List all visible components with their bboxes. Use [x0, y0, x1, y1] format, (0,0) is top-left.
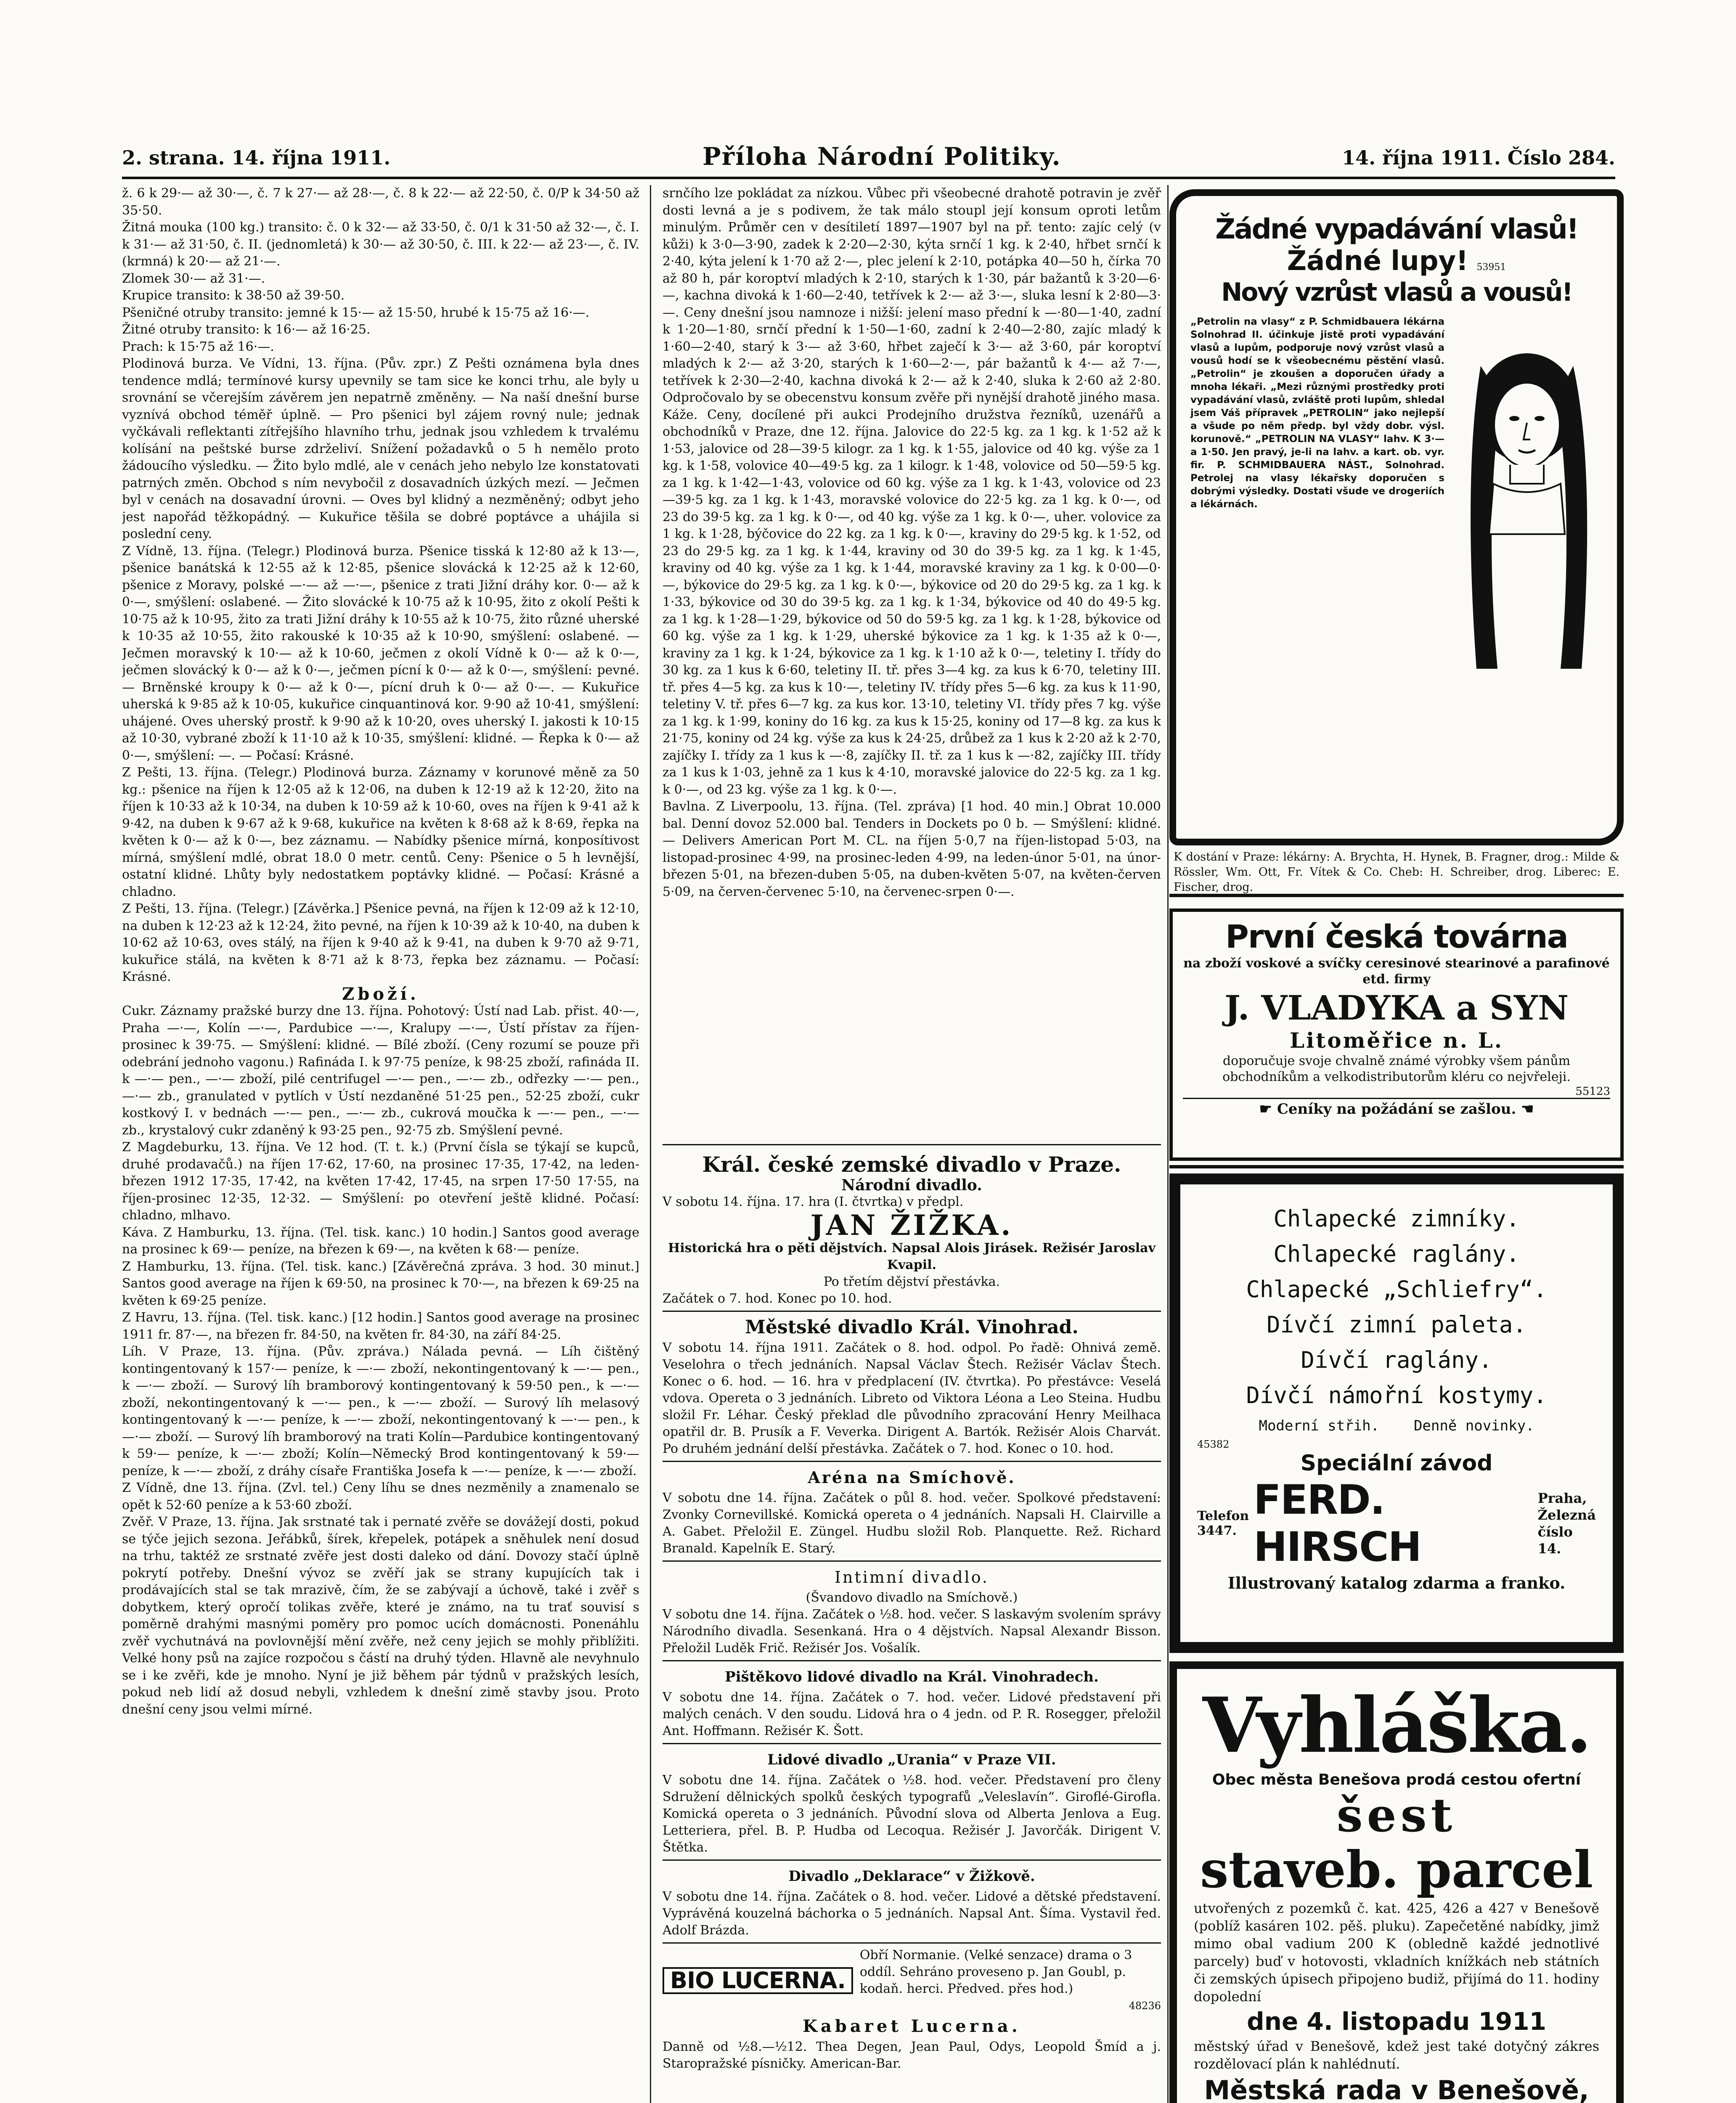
pointing-hand-icon: ☛: [1259, 1101, 1277, 1118]
hirsch-address: Praha, Železná číslo 14.: [1537, 1490, 1596, 1557]
petrolin-headline-3: Nový vzrůst vlasů a vousů!: [1221, 278, 1572, 307]
hirsch-catalog: Illustrovaný katalog zdarma a franko.: [1227, 1573, 1566, 1592]
hirsch-product-line: Dívčí námořní kostymy.: [1246, 1382, 1547, 1409]
woman-portrait-illustration: [1451, 315, 1603, 679]
market-paragraph: Líh. V Praze, 13. října. (Pův. zpráva.) Nálada pevná. — Líh čištěný kontingentovaný k 157·— peníze, k —·— zboží, nekontingentovaný k —·— pen., k —·— zboží. — Surový líh bramborový kontingentovaný k 59·50 pen., k —·— zboží, nekontingentovaný k —·— pen., k —·— zboží. — Surový líh melasový kontingentovaný k —·— peníze, k —·— zboží, nekontingentovaný k —·— pen., k —·— zboží. — Surový líh bramborový na trati Kolín—Pardubice kontingentovaný k 59·— peníze, k —·— zboží; Kolín—Německý Brod kontingentovaný k 59·— peníze, k —·— zboží, z dráhy císaře Františka Josefa k —·— peníze, k —·— zboží.: [122, 1344, 639, 1478]
hirsch-special: Speciální závod: [1300, 1451, 1493, 1476]
ad-separator: [1169, 894, 1624, 897]
theatre-title: Aréna na Smíchově.: [808, 1468, 1016, 1487]
ad-reference-number: 48236: [1129, 2000, 1161, 2012]
market-paragraph: Bavlna. Z Liverpoolu, 13. října. (Tel. zpráva) [1 hod. 40 min.] Obrat 10.000 bal. Denní dovoz 52.000 bal. Tenders in Dockets po 0 b. — Smýšlení: klidné. — Delivers American Port M. CL. na říjen 5·0,7 na říjen-listopad 5·03, na listopad-prosinec 4·99, na prosinec-leden 4·99, na leden-únor 5·01, na únor-březen 5·01, na březen-duben 5·05, na duben-květen 5·07, na květen-červen 5·09, na červen-červenec 5·10, na červenec-srpen 0·—.: [663, 799, 1161, 899]
hirsch-telefon: Telefon 3447.: [1197, 1509, 1249, 1538]
theatre-line: Historická hra o pěti dějstvích. Napsal Alois Jirásek. Režisér Jaroslav Kvapil.: [668, 1241, 1156, 1272]
ad-reference-number: 53951: [1476, 262, 1506, 273]
market-paragraph: Z Pešti, 13. října. (Telegr.) Plodinová burza. Záznamy v korunové měně za 50 kg.: pšenice na říjen k 12·05 až k 12·06, na duben k 12·19 až k 12·20, žito na říjen k 10·33 až k 10·34, na duben k 10·59 až k 10·60, oves na říjen k 9·41 až k 9·42, na duben k 9·67 až k 9·68, kukuřice na květen k 8·68 až k 8·69, řepka na květen k 0·— až k 0·—, bez záznamu. — Nabídky pšenice mírná, konposítivost mírná, smýšlení mdlé, obrat 18.0 0 metr. centů. Ceny: Pšenice o 5 h levnější, ostatní klidné. Lhůty byly nedostatkem poptávky klidné. — Počasí: Krásné a chladno.: [122, 765, 639, 899]
theatre-title: Intimní divadlo.: [834, 1568, 989, 1587]
notice-body: utvořených z pozemků č. kat. 425, 426 a 427 v Benešově (poblíž kasáren 102. pěš. pluku). Zapečetěné nabídky, jimž mimo obal vadium 200 K (obledně každé jednotlivé parcely) buď v hotovosti, vkladních knížkách neb státních či zemských úpisech připojeno budiž, přijímá do 11. hodiny dopolední: [1194, 1900, 1599, 2005]
theatre-title: Divadlo „Deklarace“ v Žižkově.: [788, 1868, 1035, 1885]
bio-lucerna-block: [663, 1947, 1161, 2014]
notice-body: městský úřad v Benešově, kdež jest také dotyčný zákres rozdělovací plán k nahlédnutí.: [1194, 2038, 1599, 2072]
hirsch-product-line: Chlapecké raglány.: [1273, 1241, 1520, 1267]
vladyka-city: Litoměřice n. L.: [1289, 1028, 1504, 1053]
notice-council: Městská rada v Benešově,: [1204, 2075, 1589, 2103]
notice-title: Vyhláška.: [1202, 1681, 1591, 1770]
theatre-body: V sobotu dne 14. října. Začátek o 8. hod. večer. Lidové a dětské představení. Vyprávěná kouzelná báchorka o 5 jednáních. Napsal Ant. Šíma. Vystavil řed. Adolf Brázda.: [663, 1889, 1161, 1938]
theatre-listings: [663, 1152, 1161, 2072]
theatre-rule: [663, 1942, 1161, 1944]
theatre-line: V sobotu 14. října. 17. hra (I. čtvrtka) v předpl.: [663, 1195, 964, 1209]
theatre-rule: [663, 1560, 1161, 1562]
theatre-body: Obří Normanie. (Velké senzace) drama o 3 oddíl. Sehráno proveseno p. Jan Goubl, p. kodaň. herci. Předved. přes hod.): [859, 1948, 1132, 1996]
market-paragraph: Z Vídně, 13. října. (Telegr.) Plodinová burza. Pšenice tisská k 12·80 až k 13·—, pšenice banátská k 12·55 až k 12·85, pšenice slovácká k 12·25 až k 12·60, pšenice z Moravy, polské —·— až —·—, pšenice z trati Jižní dráhy kor. 0·— až k 0·—, smýšlení: oslabené. — Žito slovácké k 10·75 až k 10·95, žito z okolí Pešti k 10·75 až k 10·95, žito za trati Jižní dráhy k 10·55 až k 10·75, žito různé uherské k 10·35 až 10·55, žito rakouské k 10·35 až k 10·90, smýšlení: oslabené. — Ječmen moravský k 10·— až k 10·60, ječmen z okolí Vídně k 0·— až k 0·—, ječmen slovácký k 0·— až k 0·—, ječmen pícní k 0·— až k 0·—, smýšlení: pevné. — Brněnské kroupy k 0·— až k 0·—, pícní druh k 0·— až 0·—. — Kukuřice uherská k 9·85 až k 10·05, kukuřice cinquantinová kor. 9·90 až 10·41, smýšlení: uhájené. Oves uherský prostř. k 9·90 až k 10·20, oves uherský I. jakosti k 10·15 až 10·30, vybrané zboží k 11·10 až k 10·35, smýšlení: klidné. — Řepka k 0·— až 0·—, smýšlení: —. — Počasí: Krásné.: [122, 543, 639, 763]
theatre-body: V sobotu dne 14. října. Začátek o půl 8. hod. večer. Spolkové představení: Zvonky Cornevillské. Komická opereta o 4 jednáních. Napsali H. Clairville a A. Gabet. Přeložil E. Züngel. Hudbu složil Rob. Planquette. Rež. Richard Branald. Kapelník E. Starý.: [663, 1491, 1161, 1556]
market-paragraph: Žitná mouka (100 kg.) transito: č. 0 k 32·— až 33·50, č. 0/1 k 31·50 až 32·—, č. I. k 31·— až 31·50, č. II. (jednomletá) k 30·— až 30·50, č. III. k 22·— až 23·—, č. IV. (krmná) k 20·— až 21·—.: [122, 220, 639, 269]
petrolin-body: „Petrolin na vlasy“ z P. Schmidbauera lékárna Solnohrad II. účinkuje jistě proti vypadávání vlasů a lupům, podporuje nový vzrůst vlasů a vousů hodí se k všeobecnému pěstění vlasů. „Petrolin“ je zkoušen a doporučen úřady a mnoha lékaři. „Mezi různými prostředky proti vypadávání vlasů, zvláště proti lupům, shledal jsem Váš přípravek „PETROLIN“ jako nejlepší a všude po něm předp. byl vždy dobr. výsl. korunově.“ „PETROLIN NA VLASY“ lahv. K 3·— a 1·50. Jen pravý, je-li na lahv. a kart. ob. vyr. fir. P. SCHMIDBAUERA NÁST., Solnohrad. Petrolej na vlasy lékařsky doporučen s dobrými výsledky. Dostati všude ve drogeriích a lékárnách.: [1190, 316, 1444, 510]
header-date-right: 14. října 1911. Číslo 284.: [1342, 146, 1615, 169]
theatre-title: Městské divadlo Král. Vinohrad.: [745, 1316, 1079, 1338]
market-paragraph: Prach: k 15·75 až 16·—.: [122, 339, 274, 354]
pointing-hand-icon: ☚: [1516, 1101, 1534, 1118]
theatre-body: V sobotu 14. října 1911. Začátek o 8. hod. odpol. Po řadě: Ohnivá země. Veselohra o třech jednáních. Napsal Václav Štech. Režisér Václav Štech. Konec o 6. hod. — 16. hra v předplacení (IV. čtvrtka). Po přestávce: Veselá vdova. Opereta o 3 jednáních. Libreto od Viktora Léona a Leo Steina. Hudbu složil Fr. Léhar. Český překlad dle původního zpracování Henry Meilhaca opatřil dr. B. Prusík a F. Veverka. Dirigent A. Bartók. Režisér Alois Charvát. Po druhém jednání delší přestávka. Začátek o 7. hod. Konec o 10. hod.: [663, 1340, 1161, 1456]
notice-six: šest: [1336, 1788, 1457, 1842]
header-date-left: 2. strana. 14. října 1911.: [122, 146, 391, 169]
notice-parcels: staveb. parcel: [1200, 1840, 1593, 1899]
header-rule: [122, 177, 1615, 179]
column-divider: [650, 185, 651, 2103]
header-title: Příloha Národní Politiky.: [702, 142, 1061, 171]
theatre-play-title: JAN ŽIŽKA.: [810, 1209, 1013, 1242]
vladyka-footer: [1183, 1098, 1610, 1118]
benesov-notice-ad: [1169, 1661, 1624, 2103]
ad-reference-number: 45382: [1197, 1438, 1230, 1450]
theatre-body: Danně od ½8.—½12. Thea Degen, Jean Paul, Odys, Leopold Šmíd a j. Staropražské písničky. American-Bar.: [663, 2039, 1161, 2071]
vladyka-company-name: J. VLADYKA a SYN: [1224, 988, 1569, 1028]
ad-separator: [1169, 1165, 1624, 1168]
market-paragraph: Zvěř. V Praze, 13. října. Jak srstnaté tak i pernaté zvěře se dovážejí dosti, pokud se týče jejich sezona. Jeřábků, šírek, křepelek, potápek a sněhulek není dosud na trhu, taktéž ze srstnaté zvěře jest dosti daleko od dání. Dovozy stačí úplně pokrytí potřeby. Dnešní vývoz se zvěří jak se strany kupujících tak i prodávajících stal se tak mrazivě, čím, že se zabývají a úchově, také i zvěř s dobytkem, který opročí tolikas zvěře, které je známo, na tu trať souvisí s poměrně drahými masnými poměry pro pomoc ucích domácnosti. Ponenáhlu zvěř vychutnává na povlovnější mění zvěře, než ceny jejich se mohly přiblížiti. Velké hony psů na zajíce rozpočou s částí na druhý týden. Hlavně ale nevyhnulo se i ke zvěři, kde je mnoho. Nyní je již během pár týdnů v pražských lesích, pokud neb lidí až dosud nebyli, vzhledem k dnešní zimě stavby jsou. Proto dnešní ceny jsou velmi mírné.: [122, 1515, 639, 1717]
theatre-top-rule: [663, 1144, 1161, 1145]
hirsch-product-line: Dívčí zimní paleta.: [1267, 1311, 1527, 1338]
market-paragraph: Krupice transito: k 38·50 až 39·50.: [122, 288, 345, 303]
hirsch-ad: [1169, 1173, 1624, 1653]
theatre-title: Lidové divadlo „Urania“ v Praze VII.: [767, 1751, 1056, 1768]
column-2: [663, 185, 1161, 1140]
petrolin-caption: K dostání v Praze: lékárny: A. Brychta, H. Hynek, B. Fragner, drog.: Milde & Rössler, Wm. Ott, Fr. Vítek & Co. Cheb: H. Schreiber, drog. Liberec: E. Fischer, drog.: [1174, 850, 1619, 894]
theatre-title: Kabaret Lucerna.: [803, 2016, 1021, 2036]
market-paragraph: Káže. Ceny, docílené při aukci Prodejního družstva řezníků, uzenářů a obchodníků v Praze, dne 12. října. Jalovice do 22·5 kg. za 1 kg. k 1·52 až k 1·53, jalovice od 28—39·5 kilogr. za 1 kg. k 1·55, jalovice od 40 kg. výše za 1 kg. k 1·58, volovice 40—49·5 kg. za 1 kilogr. k 1·48, volovice od 50—59·5 kg. za 1 kg. k 1·42—1·43, volovice od 60 kg. výše za 1 kg. k 1·43, volovice od 23—39·5 kg. za 1 kg. k 1·43, moravské volovice do 22·5 kg. za 1 kg. k 0·—, od 23 do 39·5 kg. za 1 kg. k 0·—, od 40 kg. výše za 1 kg. k 0·—, uher. volovice za 1 kg. k 1·28, býčovice do 22 kg. za 1 kg. k 0·—, kraviny do 29·5 kg. k 1·52, od 23 do 29·5 kg. za 1 kg. k 1·44, kraviny od 30 do 39·5 kg. za 1 kg. k 1·45, kraviny od 40 kg. výše za 1 kg. k 1·44, moravské kraviny za 1 kg. k 0·00—0·—, býkovice do 29·5 kg. za 1 kg. k 0·—, býkovice od 20 do 29·5 kg. za 1 kg. k 1·33, býkovice od 30 do 39·5 kg. za 1 kg. k 1·34, býkovice od 40 do 49·5 kg. za 1 kg. k 1·28—1·29, býkovice od 50 do 59·5 kg. za 1 kg. k 1·28, býkovice od 60 kg. výše za 1 kg. k 1·29, uherské býkovice za 1 kg. k 1·35 až k 0·—, kraviny za 1 kg. k 1·24, býkovice za 1 kg. k 1·10 až k 0·—, teletiny I. třídy do 30 kg. za 1 kus k 6·60, teletiny II. tř. přes 3—4 kg. za kus k 6·70, teletiny III. tř. přes 4—5 kg. za kus k 10·—, teletiny IV. třídy přes 5—6 kg. za kus k 11·90, teletiny V. tř. přes 6—7 kg. za kus kor. 13·10, teletiny VI. třídy přes 7 kg. výše za 1 kg. k 1·99, koniny do 16 kg. za kus k 15·25, koniny od 17—8 kg. za kus k 21·75, koniny od 24 kg. výše za kus k 24·25, drůbež za 1 kus k 2·20 až k 2·70, zajíčky I. třídy za 1 kus k —·8, zajíčky II. tř. za 1 kus k —·82, zajíčky III. třídy za 1 kus k 1·03, jehně za 1 kus k 4·10, moravské jalovice do 22·5 kg. za 1 kg. k 0·—, od 23 kg. výše za 1 kg. k 0·—.: [663, 407, 1161, 797]
column-divider: [1167, 185, 1169, 2103]
ad-reference-number: 55123: [1575, 1085, 1610, 1098]
theatre-body: V sobotu dne 14. října. Začátek o ½8. hod. večer. S laskavým svolením správy Národního divadla. Sesenkaná. Hra o 4 dějstvích. Napsal Alexandr Bisson. Přeložil Luděk Frič. Režisér Jos. Vošalík.: [663, 1607, 1161, 1655]
market-paragraph: Z Havru, 13. října. (Tel. tisk. kanc.) [12 hodin.] Santos good average na prosinec 1911 fr. 87·—, na březen fr. 84·50, na květen fr. 84·30, na září 84·25.: [122, 1310, 639, 1342]
column-1: [122, 185, 639, 2103]
market-paragraph: Z Pešti, 13. října. (Telegr.) [Závěrka.] Pšenice pevná, na říjen k 12·09 až k 12·10, na duben k 12·23 až k 12·24, žito pevné, na říjen k 10·39 až k 10·40, na duben k 10·62 až 10·63, oves stálý, na říjen k 9·40 až k 9·41, na duben k 9·70 až 9·71, kukuřice stálá, na květen k 8·71 až k 8·73, řepka bez záznamu. — Počasí: Krásné.: [122, 901, 639, 984]
notice-intro: Obec města Benešova prodá cestou ofertní: [1212, 1771, 1581, 1788]
theatre-line: Začátek o 7. hod. Konec po 10. hod.: [663, 1291, 892, 1306]
theatre-rule: [663, 1743, 1161, 1744]
market-paragraph: Žitné otruby transito: k 16·— až 16·25.: [122, 322, 371, 337]
hirsch-product-line: Dívčí raglány.: [1301, 1347, 1492, 1373]
theatre-subtitle: (Švandovo divadlo na Smíchově.): [806, 1590, 1018, 1605]
theatre-rule: [663, 1311, 1161, 1312]
vladyka-headline: První česká továrna: [1225, 918, 1568, 955]
hirsch-product-line: Chlapecké „Schliefry“.: [1246, 1276, 1547, 1303]
market-paragraph: Cukr. Záznamy pražské burzy dne 13. října. Pohotový: Ústí nad Lab. přist. 40·—, Praha —·—, Kolín —·—, Pardubice —·—, Kralupy —·—, Ústí přístav za říjen-prosinec k 39·75. — Smýšlení: klidné. — Bílé zboží. (Ceny rozumí se pouze při odebrání jednoho vagonu.) Rafináda I. k 97·75 peníze, k 98·25 zboží, rafináda II. k —·— pen., —·— zboží, pilé centrifugel —·— pen., —·— zb., odřezky —·— pen., —·— zb., granulated v pytlích v Ústí nezdaněné 51·25 pen., 52·25 zboží, cukr kostkový I. v bednách —·— pen., —·— zb., cukrová moučka k —·— pen., —·— zb., krystalový cukr zdaněný k 93·25 pen., 92·75 zb. Smýšlení pevné.: [122, 1004, 639, 1138]
theatre-title: Pištěkovo lidové divadlo na Král. Vinohradech.: [725, 1669, 1099, 1685]
petrolin-headline-2: Žádné lupy!: [1287, 246, 1468, 277]
hirsch-company-name: FERD. HIRSCH: [1254, 1476, 1421, 1571]
theatre-line: Po třetím dějství přestávka.: [823, 1274, 1000, 1289]
page-header: [122, 142, 1615, 176]
theatre-body: V sobotu dne 14. října. Začátek o ½8. hod. večer. Představení pro členy Sdružení dělnických spolků českých typografů „Veleslavín“. Giroflé-Girofla. Komická opereta o 3 jednáních. Původní slova od Alberta Jenlova a Eug. Letteriera, přel. B. P. Hudba od Lecoqua. Režisér J. Javorčák. Dirigent V. Štětka.: [663, 1773, 1161, 1855]
theatre-subtitle: Národní divadlo.: [841, 1176, 982, 1194]
petrolin-headline-1: Žádné vypadávání vlasů!: [1215, 213, 1578, 245]
vladyka-body: doporučuje svoje chvalně známé výrobky všem pánům obchodníkům a velkodistributorům kléru co nejvřeleji.: [1222, 1054, 1571, 1084]
theatre-title: Král. české zemské divadlo v Praze.: [702, 1152, 1121, 1177]
market-paragraph: ž. 6 k 29·— až 30·—, č. 7 k 27·— až 28·—, č. 8 k 22·— až 22·50, č. 0/P k 34·50 až 35·50.: [122, 186, 639, 218]
section-heading: Zboží.: [342, 984, 419, 1004]
hirsch-product-line: Chlapecké zimníky.: [1273, 1205, 1520, 1232]
petrolin-ad: [1169, 189, 1624, 845]
hirsch-tagline: Moderní střih. Denně novinky.: [1259, 1417, 1535, 1434]
market-paragraph: srnčího lze pokládat za nízkou. Vůbec při všeobecné drahotě potravin je zvěř dosti levná a je s podivem, že tak málo stoupl její konsum oproti letům minulým. Průměr cen v desítiletí 1897—1907 byl na př. tento: zajíc celý (v kůži) k 3·0—3·90, zadek k 2·20—2·30, kýta srnčí 1 kg. k 2·40, hřbet srnčí k 2·40, kýta jelení k 1·70 až 2·—, plec jelení k 2·10, potápka 40—50 h, čírka 70 až 80 h, pár koroptví mladých k 2·10, starých k 1·30, pár bažantů k 3·20—6·—, kachna divoká k 1·60—2·40, tetřívek k 2·— až 3·—, sluka lesní k 2·80—3·—. Ceny dnešní jsou namnoze i nižší: jelení maso přední k —·80—1·40, zadní k 1·20—1·80, srnčí přední k 1·50—1·60, zadní k 2·40—2·80, zajíc mladý k 1·60—2·40, starý k 3·— až 3·60, hřbet zaječí k 3·— až 3·60, pár koroptví mladých k 2·— až 3·20, starých k 1·60—2·—, pár bažantů k 4·— až 7·—, tetřívek k 2·30—2·40, kachna divoká k 2·— až k 2·40, sluka k 2·60 až 2·80. Odpročovalo by se obecenstvu konsum zvěře při nynější drahotě jiného masa.: [663, 186, 1161, 405]
notice-deadline: dne 4. listopadu 1911: [1247, 2007, 1546, 2036]
market-paragraph: Pšeničné otruby transito: jemné k 15·— až 15·50, hrubé k 15·75 až 16·—.: [122, 305, 590, 320]
vladyka-ad: [1169, 908, 1624, 1161]
vladyka-subheadline: na zboží voskové a svíčky ceresinové stearinové a parafinové etd. firmy: [1183, 956, 1610, 987]
market-paragraph: Plodinová burza. Ve Vídni, 13. října. (Pův. zpr.) Z Pešti oznámena byla dnes tendence mdlá; termínové kursy upevnily se tam sice ke konci trhu, ale byly u srovnání se včerejším závěrem jen nepatrně změněny. — Na naší dnešní burse vyznívá obchod téměř úplně. — Pro pšenici byl zájem rovný nule; jednak vyčkávali reflektanti zítřejšího hlavního trhu, jednak jsou vzhledem k trvalému kolísání na peštské burse zdrželiví. Snížení požadavků o 5 h nemělo proto žádoucího výsledku. — Žito bylo mdlé, ale v cenách jeho nebylo lze konstatovati patrných změn. Obchod s ním nevybočil z dosavadních úzkých mezí. — Ječmen byl v cenách na dosavadní úrovni. — Oves byl klidný a nezměněný; odbyt jeho jest napořád těžkopádný. — Kukuřice těšila se dobré poptávce a uhájila si poslední ceny.: [122, 356, 639, 541]
market-paragraph: Z Vídně, dne 13. října. (Zvl. tel.) Ceny líhu se dnes nezměnily a znamenalo se opět k 52·60 peníze a k 53·60 zboží.: [122, 1481, 639, 1512]
market-paragraph: Z Magdeburku, 13. října. Ve 12 hod. (T. t. k.) (První čísla se týkají se kupců, druhé prodavačů.) na říjen 17·62, 17·60, na prosinec 17·35, 17·42, na leden-březen 1912 17·35, 17·42, na květen 17·42, 17·45, na srpen 17·50 17·55, na říjen-prosinec 12·35, 12·32. — Smýšlení: po otevření ještě klidné. Počasí: chladno, mlhavo.: [122, 1140, 639, 1223]
bio-lucerna-logo: BIO LUCERNA.: [663, 1967, 853, 1994]
theatre-rule: [663, 1859, 1161, 1861]
market-paragraph: Z Hamburku, 13. října. (Tel. tisk. kanc.) [Závěrečná zpráva. 3 hod. 30 minut.] Santos good average na říjen k 69·50, na prosinec k 70·—, na březen k 69·25 na květen k 69·25 peníze.: [122, 1259, 639, 1308]
theatre-rule: [663, 1660, 1161, 1661]
vladyka-footer-text: Ceníky na požádání se zašlou.: [1277, 1101, 1516, 1118]
market-paragraph: Káva. Z Hamburku, 13. října. (Tel. tisk. kanc.) 10 hodin.] Santos good average na prosinec k 69·— peníze, na březen k 69·—, na květen k 68·— peníze.: [122, 1225, 639, 1257]
theatre-rule: [663, 1461, 1161, 1462]
market-paragraph: Zlomek 30·— až 31·—.: [122, 271, 265, 286]
theatre-body: V sobotu dne 14. října. Začátek o 7. hod. večer. Lidové představení při malých cenách. V den soudu. Lidová hra o 4 jedn. od P. R. Rosegger, přeložil Ant. Hoffmann. Režisér K. Šott.: [663, 1690, 1161, 1738]
